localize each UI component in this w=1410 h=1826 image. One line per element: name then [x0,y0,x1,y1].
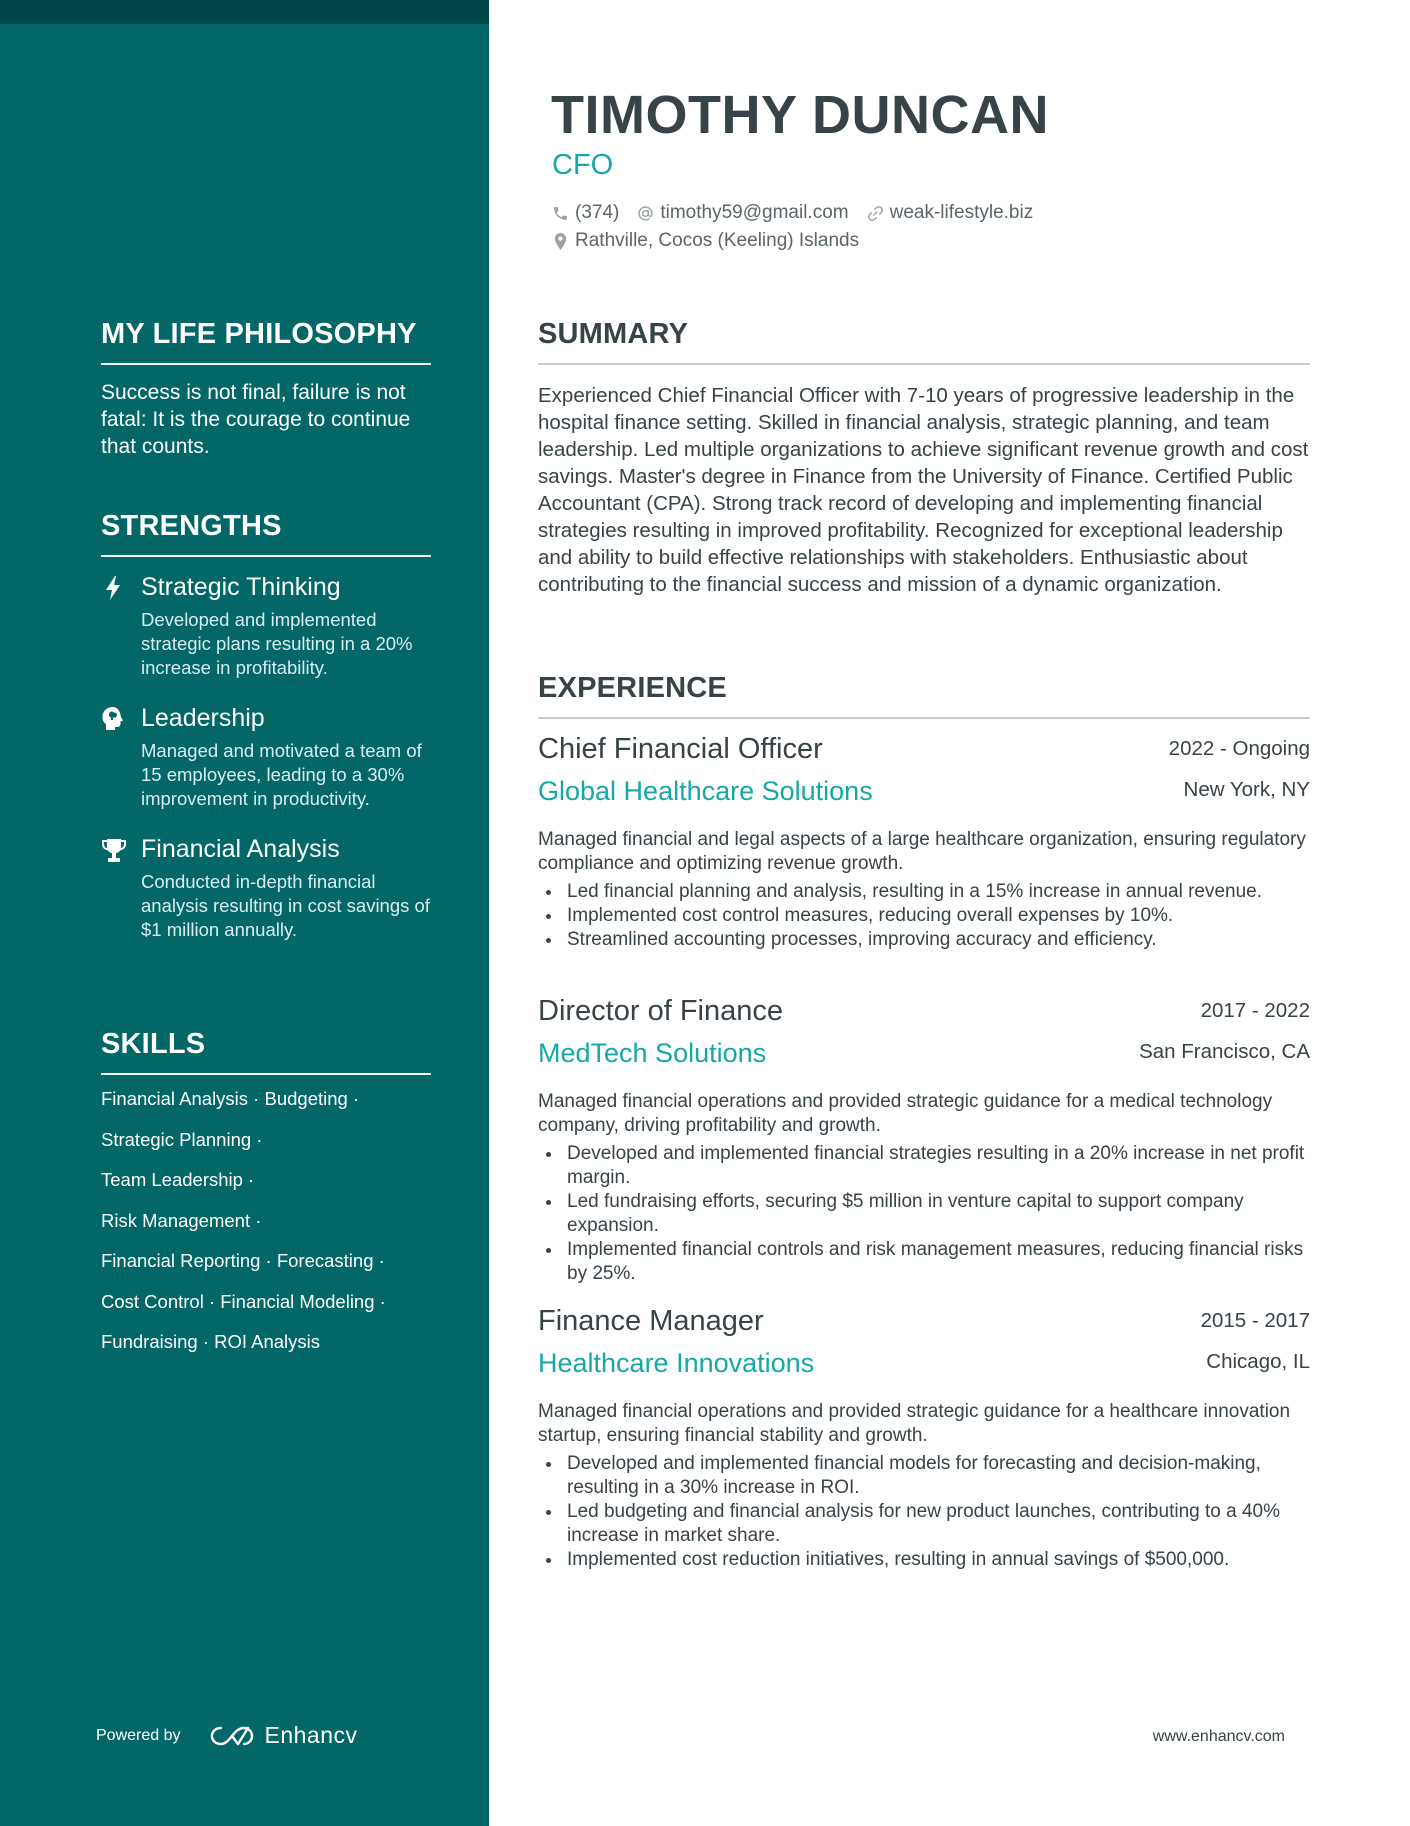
experience-entry [538,733,1310,952]
job-bullet: Implemented financial controls and risk management measures, reducing financial risks by 25%. [538,1238,1310,1286]
strength-title: Strategic Thinking [141,573,341,601]
powered-by-label: Powered by [96,1726,181,1744]
job-role: Chief Financial Officer [538,733,823,765]
email-value: timothy59@gmail.com [660,202,849,223]
experience-entry [538,1305,1310,1572]
location-pin-icon [552,232,569,251]
head-brain-icon [101,706,125,730]
phone-icon [552,205,569,222]
summary-text: Experienced Chief Financial Officer with 7-10 years of progressive leadership in the hospital finance setting. Skilled in financial analysis, strategic planning, and team leadership. Led multiple organizations to achieve significant revenue growth and cost savings. Master's degree in Finance from the University of Finance. Certified Public Accountant (CPA). Strong track record of developing and implementing financial strategies resulting in improved profitability. Recognized for exceptional leadership and ability to build effective relationships with stakeholders. Enthusiastic about contributing to the financial success and mission of a dynamic organization. [538,384,1309,596]
strength-item [101,702,431,811]
strength-title: Leadership [141,704,265,732]
job-bullet: Led budgeting and financial analysis for new product launches, contributing to a 40% increase in market share. [538,1500,1310,1548]
location-value: Rathville, Cocos (Keeling) Islands [575,230,860,251]
trophy-icon [101,837,125,861]
job-description: Managed financial operations and provided strategic guidance for a healthcare innovation startup, ensuring financial stability and growth. [538,1401,1291,1446]
job-description: Managed financial and legal aspects of a large healthcare organization, ensuring regulatory compliance and optimizing revenue growth. [538,829,1306,874]
job-bullet: Led fundraising efforts, securing $5 million in venture capital to support company expansion. [538,1190,1310,1238]
job-bullet: Implemented cost reduction initiatives, resulting in annual savings of $500,000. [538,1548,1310,1572]
sidebar-top-bar [0,0,489,24]
job-location: Chicago, IL [1206,1350,1310,1373]
skills-section [101,1028,431,1371]
job-dates: 2015 - 2017 [1200,1309,1310,1332]
enhancv-logo[interactable] [209,1722,358,1749]
job-location: San Francisco, CA [1139,1040,1310,1063]
job-bullets [538,1452,1310,1572]
link-icon [867,205,884,222]
skill-line: Financial Analysis · Budgeting · [101,1088,360,1109]
experience-entry [538,995,1310,1286]
location-contact [552,230,859,252]
job-bullet: Developed and implemented financial models for forecasting and decision-making, resulting in a 30% increase in ROI. [538,1452,1310,1500]
job-company: Healthcare Innovations [538,1348,815,1378]
main-content [538,0,1310,1826]
experience-heading: EXPERIENCE [538,672,1310,719]
sidebar [0,0,489,1826]
philosophy-heading: MY LIFE PHILOSOPHY [101,318,431,365]
lightning-icon [101,575,125,599]
job-description: Managed financial operations and provided strategic guidance for a medical technology company, driving profitability and growth. [538,1091,1273,1136]
job-bullets [538,880,1310,952]
contact-row [552,202,1051,224]
job-role: Director of Finance [538,995,783,1027]
job-location: New York, NY [1183,778,1310,801]
philosophy-text: Success is not final, failure is not fatal: It is the courage to continue that counts. [101,381,411,458]
phone-value: (374) [575,202,620,223]
job-dates: 2017 - 2022 [1200,999,1310,1022]
strengths-section [101,510,431,942]
job-bullet: Led financial planning and analysis, resulting in a 15% increase in annual revenue. [538,880,1310,904]
skill-line: Risk Management · [101,1209,262,1231]
candidate-name: TIMOTHY DUNCAN [551,85,1049,145]
skill-line: Team Leadership · [101,1169,255,1190]
footer-url[interactable]: www.enhancv.com [1152,1728,1285,1745]
strength-title: Financial Analysis [141,835,340,863]
summary-heading: SUMMARY [538,318,1310,365]
at-icon [637,205,654,222]
website-contact[interactable] [867,202,1034,224]
strength-description: Developed and implemented strategic plans resulting in a 20% increase in profitability. [141,609,413,678]
website-value: weak-lifestyle.biz [889,202,1034,223]
strength-item [101,571,431,680]
philosophy-section [101,318,431,460]
contact-row [552,230,877,252]
candidate-title: CFO [552,149,614,181]
job-bullet: Implemented cost control measures, reducing overall expenses by 10%. [538,904,1310,928]
strength-description: Conducted in-depth financial analysis resulting in cost savings of $1 million annually. [141,871,430,940]
skills-list [101,1087,431,1371]
job-bullet: Streamlined accounting processes, improving accuracy and efficiency. [538,928,1310,952]
skill-line: Cost Control · Financial Modeling · [101,1290,386,1312]
job-company: Global Healthcare Solutions [538,776,873,806]
job-dates: 2022 - Ongoing [1168,737,1310,760]
skill-line: Financial Reporting · Forecasting · [101,1250,385,1271]
skill-line: Fundraising · ROI Analysis [101,1331,321,1352]
email-contact[interactable] [637,202,848,224]
strength-item [101,833,431,942]
enhancv-brand: Enhancv [264,1722,358,1748]
job-bullet: Developed and implemented financial strategies resulting in a 20% increase in net profit margin. [538,1142,1310,1190]
strength-description: Managed and motivated a team of 15 employees, leading to a 30% improvement in productivity. [141,740,422,809]
job-company: MedTech Solutions [538,1038,767,1068]
job-bullets [538,1142,1310,1286]
strengths-heading: STRENGTHS [101,510,431,557]
phone-contact[interactable] [552,202,619,224]
enhancv-logo-icon [209,1724,255,1748]
job-role: Finance Manager [538,1305,764,1337]
skills-heading: SKILLS [101,1028,431,1075]
powered-by-footer [96,1722,358,1749]
skill-line: Strategic Planning · [101,1128,263,1150]
